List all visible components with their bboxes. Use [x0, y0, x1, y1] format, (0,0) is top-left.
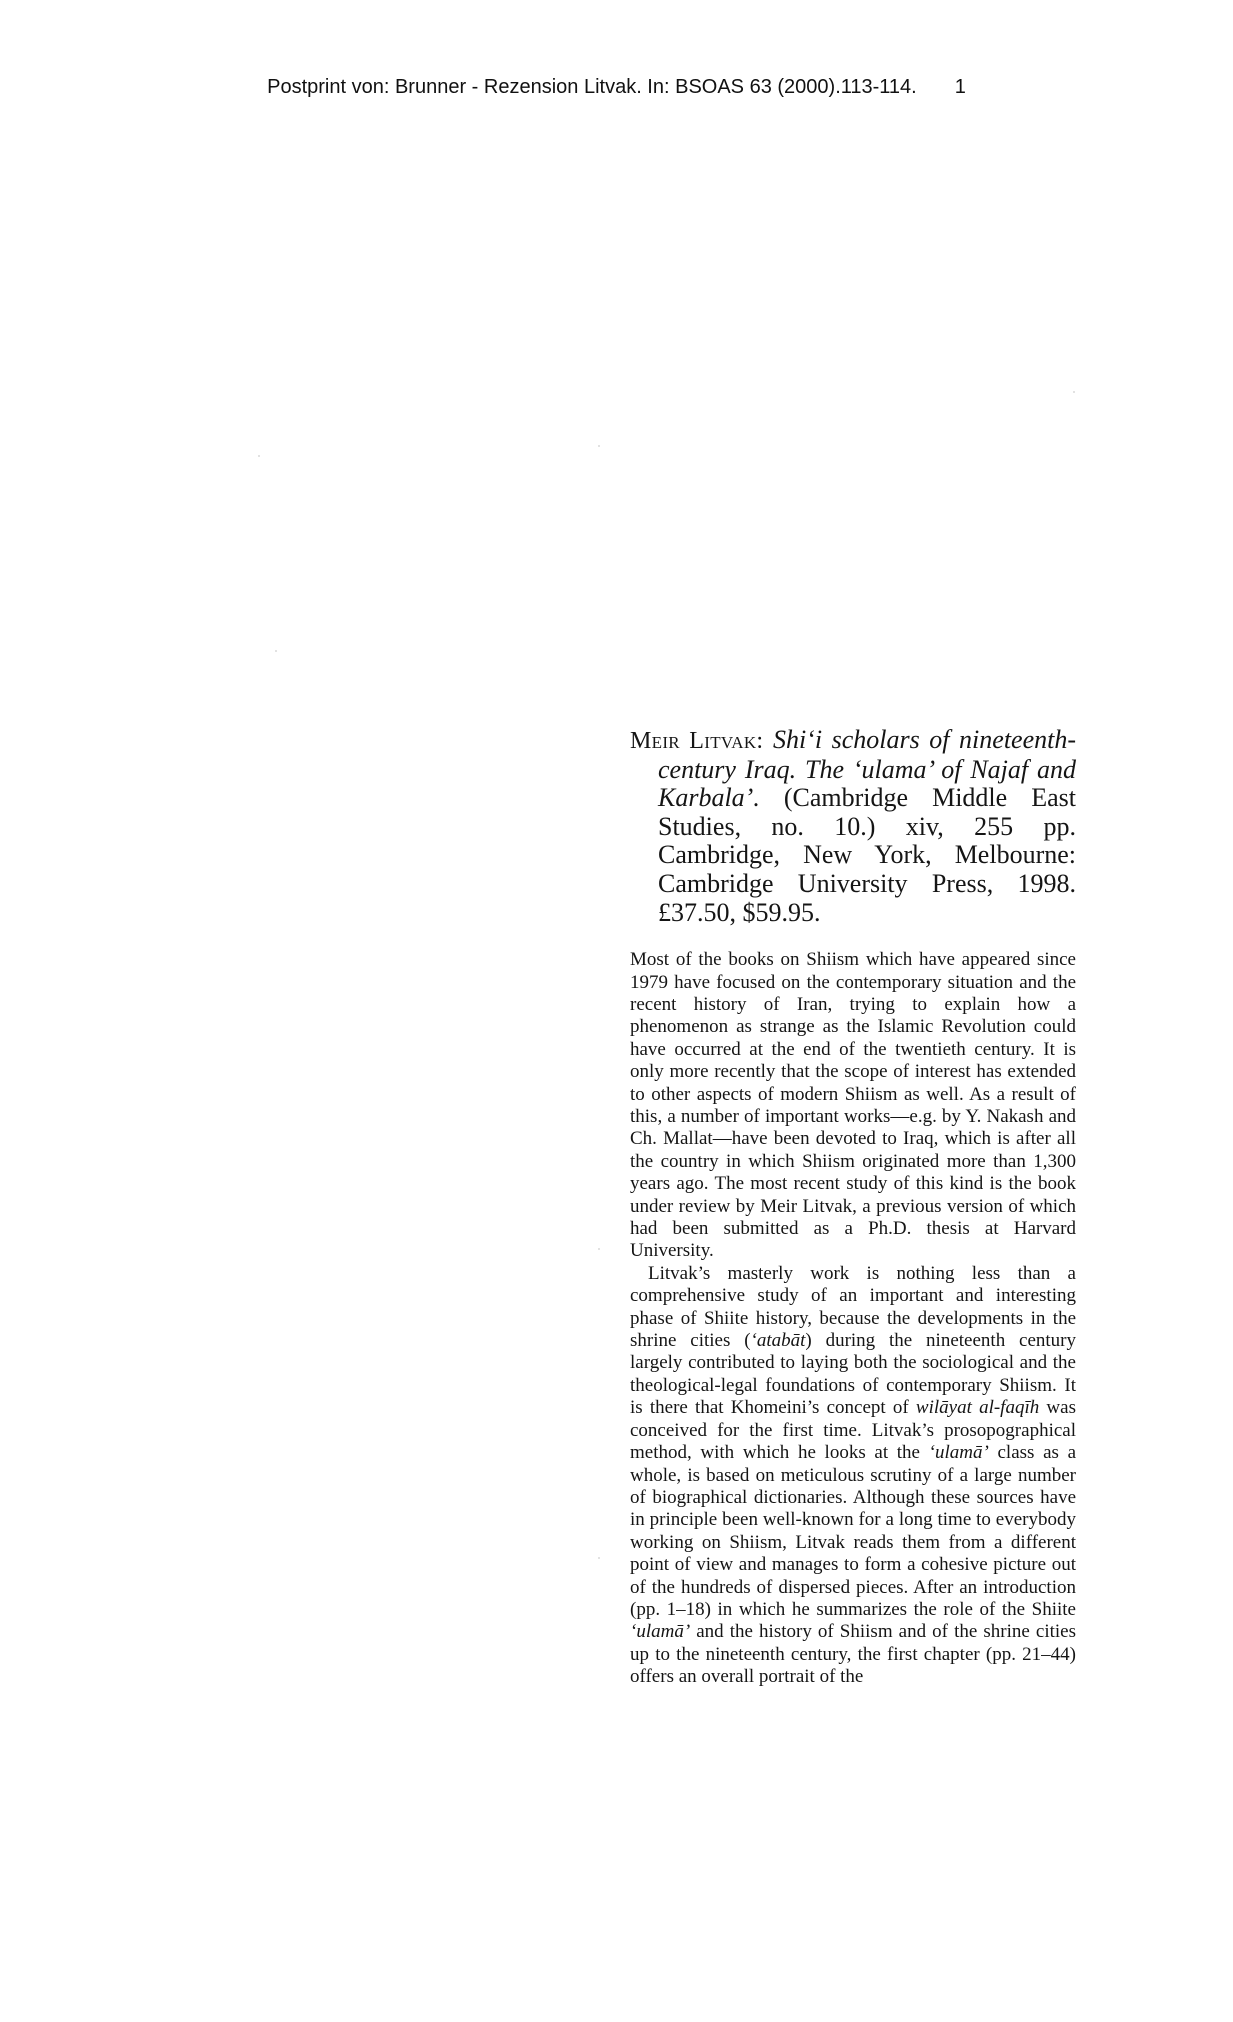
- review-paragraph-1: Most of the books on Shiism which have appeared since 1979 have focused on the contemporary situation and the recent history of Iran, trying to explain how a phenomenon as strange as the Islamic Revolution could have occurred at the end of the twentieth century. It is only more recently that the scope of interest has extended to other aspects of modern Shiism as well. As a result of this, a number of important works—e.g. by Y. Nakash and Ch. Mallat—have been devoted to Iraq, which is after all the country in which Shiism originated more than 1,300 years ago. The most recent study of this kind is the book under review by Meir Litvak, a previous version of which had been submitted as a Ph.D. thesis at Harvard University.: [630, 949, 1076, 1262]
- paragraph-text: class as a whole, is based on meticulous scrutiny of a large number of biographical dictionaries. Although these sources have in principle been well-known for a long time to everybody working on Shiism, Litvak reads them from a different point of view and manages to form a cohesive picture out of the hundreds of dispersed pieces. After an introduction (pp. 1–18) in which he summarizes the role of the Shiite: [630, 1442, 1077, 1620]
- review-paragraph-2: [630, 1263, 1076, 1689]
- paragraph-text: and the history of Shiism and of the shrine cities up to the nineteenth century, the first chapter (pp. 21–44) offers an overall portrait of the: [630, 1621, 1076, 1688]
- review-author: Meir Litvak:: [630, 728, 764, 754]
- book-title: Shi‘i scholars of nineteenth-century Iraq. The ‘ulama’ of Najaf and Karbala’.: [658, 725, 1076, 813]
- scan-speck: [275, 650, 277, 652]
- document-header: [0, 76, 1233, 99]
- bibliographic-citation: [630, 726, 1076, 927]
- scan-speck: [598, 1557, 600, 1559]
- scan-speck: [598, 445, 600, 447]
- term-ulama: ‘ulamā’: [928, 1442, 989, 1464]
- book-review: [630, 726, 1076, 1689]
- paragraph-text: was conceived for the first time. Litvak’s prosopographical method, with which he looks at the: [630, 1397, 1076, 1464]
- paragraph-text: ) during the nineteenth century largely contributed to laying both the sociological and the theological-legal foundations of contemporary Shiism. It is there that Khomeini’s concept of: [630, 1330, 1076, 1419]
- publication-details: (Cambridge Middle East Studies, no. 10.) xiv, 255 pp. Cambridge, New York, Melbourne: Cambridge University Press, 1998. £37.50, $59.95.: [658, 783, 1076, 927]
- scan-speck: [258, 455, 260, 457]
- scan-speck: [1073, 391, 1075, 393]
- term-wilayat-al-faqih: wilāyat al-faqīh: [915, 1397, 1040, 1419]
- page-number: 1: [954, 76, 966, 98]
- term-atabat: ‘atabāt: [750, 1330, 806, 1352]
- header-citation: Postprint von: Brunner - Rezension Litvak. In: BSOAS 63 (2000).113-114.: [267, 76, 917, 98]
- paragraph-text: Litvak’s masterly work is nothing less than a comprehensive study of an important and interesting phase of Shiite history, because the developments in the shrine cities (: [630, 1262, 1076, 1352]
- term-ulama: ‘ulamā’: [630, 1621, 691, 1643]
- scan-speck: [598, 1248, 600, 1250]
